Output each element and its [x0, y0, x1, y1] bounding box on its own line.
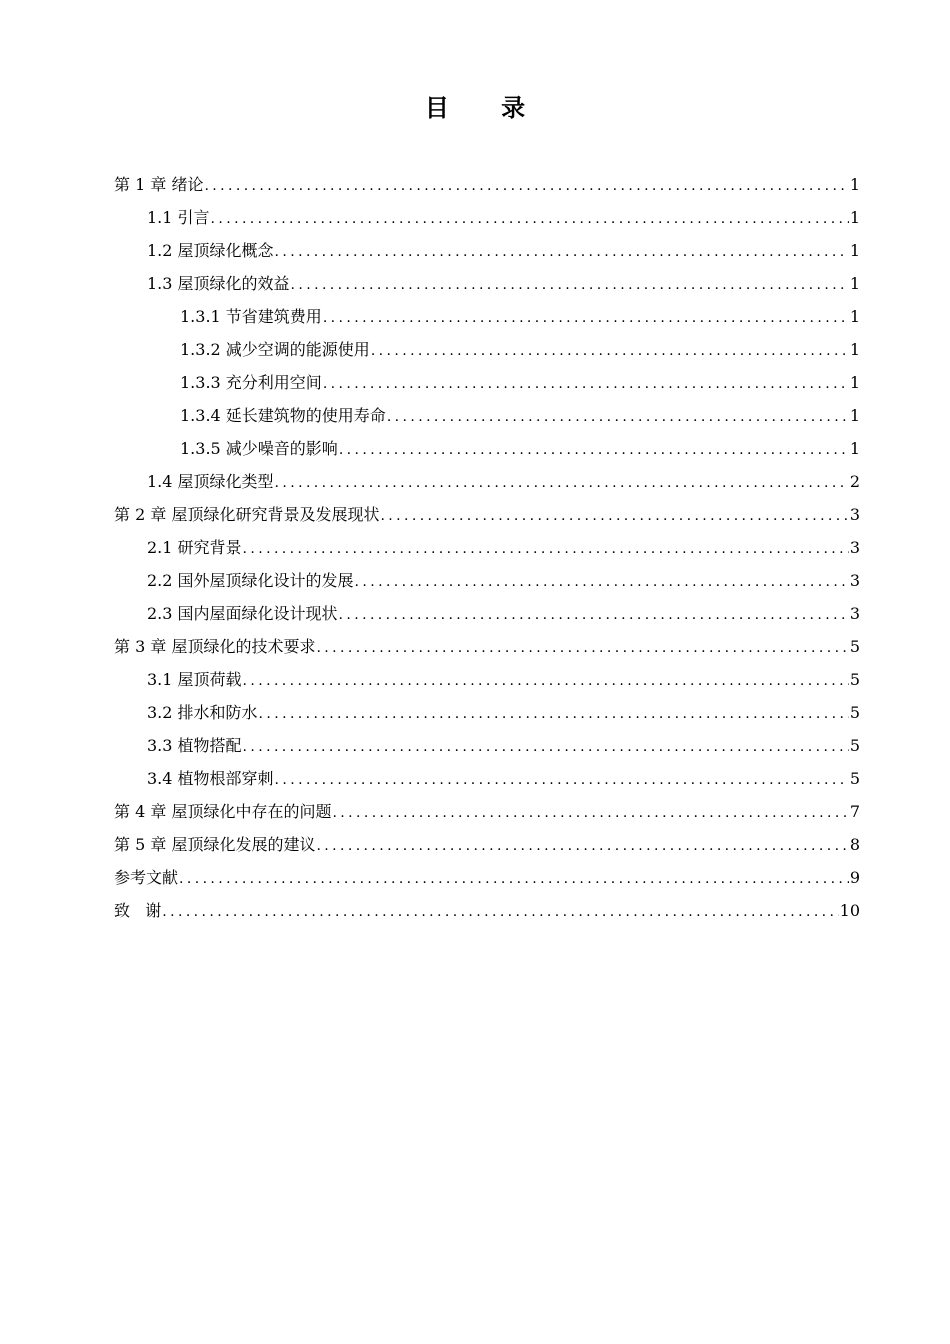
toc-entry[interactable]	[114, 498, 860, 531]
toc-entry[interactable]	[114, 168, 860, 201]
toc-leader-dots	[243, 665, 849, 698]
toc-entry-page: 5	[849, 736, 860, 755]
toc-entry[interactable]	[180, 366, 860, 399]
toc-entry[interactable]	[114, 861, 860, 894]
toc-entry-page: 5	[849, 670, 860, 689]
toc-entry[interactable]	[147, 597, 860, 630]
toc-entry-title: 致 谢	[114, 901, 162, 920]
toc-entry-page: 8	[849, 835, 860, 854]
toc-entry[interactable]	[147, 267, 860, 300]
toc-entry[interactable]	[147, 729, 860, 762]
toc-entry[interactable]	[147, 465, 860, 498]
toc-entry[interactable]	[147, 564, 860, 597]
toc-entry-page: 3	[849, 538, 860, 557]
toc-entry-page: 1	[849, 373, 860, 392]
toc-entry-title: 1.3.1 节省建筑费用	[180, 307, 322, 326]
toc-entry[interactable]	[147, 201, 860, 234]
toc-leader-dots	[211, 203, 849, 236]
toc-entry-page: 3	[849, 604, 860, 623]
toc-entry-title: 第 1 章 绪论	[114, 175, 204, 194]
toc-entry[interactable]	[147, 531, 860, 564]
toc-entry-title: 1.4 屋顶绿化类型	[147, 472, 274, 491]
toc-leader-dots	[323, 368, 849, 401]
toc-leader-dots	[387, 401, 849, 434]
toc-entry-title: 1.3.2 减少空调的能源使用	[180, 340, 370, 359]
toc-entry[interactable]	[114, 828, 860, 861]
toc-entry-page: 1	[849, 406, 860, 425]
toc-entry-page: 1	[849, 175, 860, 194]
toc-leader-dots	[291, 269, 849, 302]
toc-leader-dots	[316, 830, 848, 863]
toc-entry-page: 1	[849, 241, 860, 260]
toc-entry-title: 1.3 屋顶绿化的效益	[147, 274, 290, 293]
toc-entry-title: 第 3 章 屋顶绿化的技术要求	[114, 637, 316, 656]
page-title: 目 录	[424, 93, 548, 122]
toc-entry-page: 9	[849, 868, 860, 887]
toc-entry-page: 5	[849, 703, 860, 722]
toc-entry-title: 3.3 植物搭配	[147, 736, 242, 755]
toc-leader-dots	[179, 863, 849, 896]
toc-entry-page: 7	[849, 802, 860, 821]
toc-entry-title: 3.2 排水和防水	[147, 703, 258, 722]
toc-entry[interactable]	[180, 333, 860, 366]
toc-entry-title: 1.3.4 延长建筑物的使用寿命	[180, 406, 386, 425]
toc-leader-dots	[275, 467, 849, 500]
toc-entry-title: 2.2 国外屋顶绿化设计的发展	[147, 571, 354, 590]
toc-entry-title: 1.3.5 减少噪音的影响	[180, 439, 338, 458]
toc-leader-dots	[316, 632, 848, 665]
toc-entry-page: 1	[849, 208, 860, 227]
toc-leader-dots	[332, 797, 848, 830]
toc-entry-title: 2.3 国内屋面绿化设计现状	[147, 604, 338, 623]
toc-leader-dots	[275, 236, 849, 269]
toc-entry-title: 3.4 植物根部穿刺	[147, 769, 274, 788]
toc-leader-dots	[323, 302, 849, 335]
toc-entry-title: 参考文献	[114, 868, 179, 887]
toc-entry-page: 5	[849, 769, 860, 788]
toc-entry-page: 2	[849, 472, 860, 491]
toc-leader-dots	[275, 764, 849, 797]
toc-entry[interactable]	[114, 630, 860, 663]
toc-entry[interactable]	[147, 762, 860, 795]
toc-entry-title: 3.1 屋顶荷载	[147, 670, 242, 689]
toc-leader-dots	[371, 335, 849, 368]
toc-entry[interactable]	[147, 696, 860, 729]
toc-entry-title: 第 2 章 屋顶绿化研究背景及发展现状	[114, 505, 380, 524]
toc-entry[interactable]	[180, 300, 860, 333]
toc-entry[interactable]	[147, 663, 860, 696]
toc-entry-page: 3	[849, 505, 860, 524]
toc-entry[interactable]	[180, 399, 860, 432]
toc-entry-title: 第 4 章 屋顶绿化中存在的问题	[114, 802, 332, 821]
toc-entry-page: 10	[839, 901, 860, 920]
toc-leader-dots	[339, 599, 849, 632]
toc-leader-dots	[355, 566, 849, 599]
toc-entry-page: 3	[849, 571, 860, 590]
toc-entry-title: 1.1 引言	[147, 208, 210, 227]
toc-entry[interactable]	[180, 432, 860, 465]
toc-entry[interactable]	[114, 795, 860, 828]
toc-entry-title: 1.2 屋顶绿化概念	[147, 241, 274, 260]
toc-leader-dots	[339, 434, 849, 467]
toc-entry[interactable]	[114, 894, 860, 927]
toc-entry-title: 2.1 研究背景	[147, 538, 242, 557]
toc-entry-page: 1	[849, 274, 860, 293]
toc-entry-page: 1	[849, 439, 860, 458]
toc-entry-title: 第 5 章 屋顶绿化发展的建议	[114, 835, 316, 854]
toc-leader-dots	[204, 170, 848, 203]
toc-leader-dots	[243, 533, 849, 566]
toc-leader-dots	[380, 500, 848, 533]
toc-leader-dots	[243, 731, 849, 764]
toc-entry-page: 5	[849, 637, 860, 656]
toc-entry-title: 1.3.3 充分利用空间	[180, 373, 322, 392]
toc-leader-dots	[259, 698, 849, 731]
toc-entry-page: 1	[849, 307, 860, 326]
toc-leader-dots	[162, 896, 838, 929]
toc-entry[interactable]	[147, 234, 860, 267]
toc-entry-page: 1	[849, 340, 860, 359]
